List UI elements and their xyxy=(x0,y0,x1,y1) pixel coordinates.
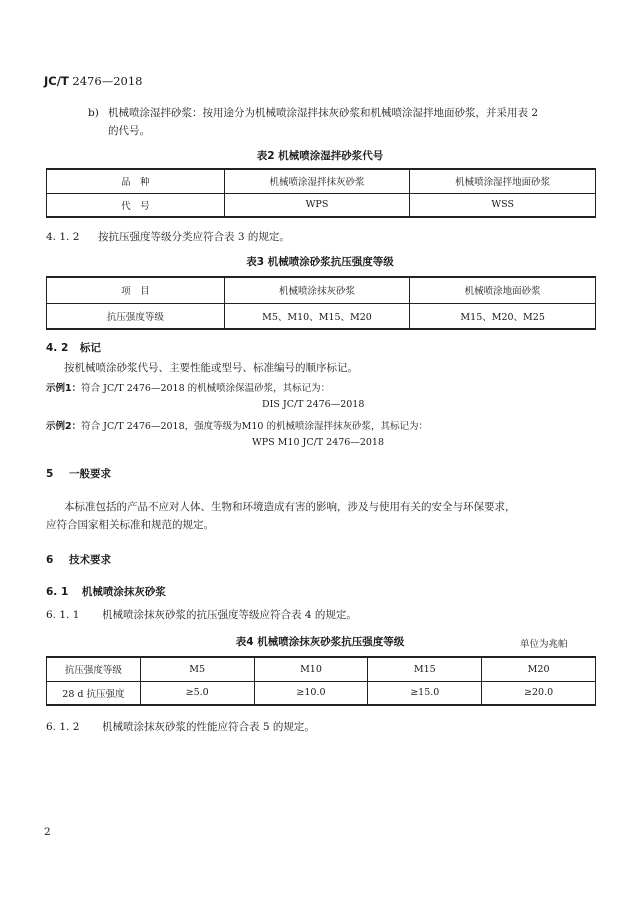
section-6-number: 6 xyxy=(46,554,54,566)
standard-prefix: JC/T xyxy=(44,74,69,88)
table-cell: M15 xyxy=(368,657,482,681)
clause-6-1-1-text: 机械喷涂抹灰砂浆的抗压强度等级应符合表 4 的规定。 xyxy=(102,609,357,621)
section-6-heading xyxy=(46,552,111,567)
table-cell: 抗压强度等级 xyxy=(47,303,225,329)
table-cell: 机械喷涂地面砂浆 xyxy=(410,277,596,303)
section-5-title: 一般要求 xyxy=(68,468,111,480)
table2-caption: 表2 机械喷涂湿拌砂浆代号 xyxy=(256,150,384,162)
table-row xyxy=(47,169,596,193)
table-cell: M10 xyxy=(254,657,368,681)
table-cell: M15、M20、M25 xyxy=(410,303,596,329)
table-row xyxy=(47,193,596,217)
section-6-1-number: 6. 1 xyxy=(46,586,69,598)
clause-6-1-2-text: 机械喷涂抹灰砂浆的性能应符合表 5 的规定。 xyxy=(102,721,315,733)
table-cell: M5 xyxy=(140,657,254,681)
table-cell: ≥5.0 xyxy=(140,681,254,705)
item-b-label: b) xyxy=(88,107,99,119)
table-row xyxy=(47,277,596,303)
section-5-heading xyxy=(46,466,111,481)
example-1-mark: DIS JC/T 2476—2018 xyxy=(262,399,365,410)
item-b-line2: 的代号。 xyxy=(108,125,150,137)
section-4-2-number: 4. 2 xyxy=(46,342,69,354)
example-1-label: 示例1： xyxy=(46,383,82,394)
item-b-line1: 机械喷涂湿拌砂浆：按用途分为机械喷涂湿拌抹灰砂浆和机械喷涂湿拌地面砂浆，并采用表 2 xyxy=(108,107,539,119)
table-cell: WSS xyxy=(410,193,596,217)
clause-4-1-2-number: 4. 1. 2 xyxy=(46,231,80,243)
table-cell: M20 xyxy=(482,657,596,681)
document-header xyxy=(44,74,142,88)
table3 xyxy=(46,276,596,330)
section-6-1-heading xyxy=(46,584,166,599)
section-5-line1: 本标准包括的产品不应对人体、生物和环境造成有害的影响，涉及与使用有关的安全与环保要求， xyxy=(64,501,516,513)
table-cell: 机械喷涂湿拌地面砂浆 xyxy=(410,169,596,193)
standard-number: 2476—2018 xyxy=(72,74,143,88)
example-1 xyxy=(46,380,330,394)
table-cell: 28 d 抗压强度 xyxy=(47,681,141,705)
table-row xyxy=(47,657,596,681)
example-1-text: 符合 JC/T 2476—2018 的机械喷涂保温砂浆，其标记为： xyxy=(81,383,331,394)
table-row xyxy=(47,681,596,705)
table-cell: ≥20.0 xyxy=(482,681,596,705)
section-4-2-heading xyxy=(46,340,101,355)
table4 xyxy=(46,656,596,706)
section-5-number: 5 xyxy=(46,468,54,480)
section-4-2-title: 标记 xyxy=(79,342,101,354)
marking-text: 按机械喷涂砂浆代号、主要性能或型号、标准编号的顺序标记。 xyxy=(64,362,358,374)
table-cell: 项 目 xyxy=(47,277,225,303)
table2 xyxy=(46,168,596,218)
table4-unit: 单位为兆帕 xyxy=(520,639,568,650)
page-number: 2 xyxy=(44,826,51,838)
clause-4-1-2-text: 按抗压强度等级分类应符合表 3 的规定。 xyxy=(98,231,290,243)
table-cell: 机械喷涂抹灰砂浆 xyxy=(224,277,410,303)
example-2-mark: WPS M10 JC/T 2476—2018 xyxy=(252,437,385,448)
table3-caption: 表3 机械喷涂砂浆抗压强度等级 xyxy=(246,256,394,268)
section-6-1-title: 机械喷涂抹灰砂浆 xyxy=(81,586,166,598)
example-2 xyxy=(46,418,428,432)
table-cell: WPS xyxy=(224,193,410,217)
table4-caption: 表4 机械喷涂抹灰砂浆抗压强度等级 xyxy=(235,636,405,648)
clause-6-1-2-number: 6. 1. 2 xyxy=(46,721,80,733)
table-cell: 代 号 xyxy=(47,193,225,217)
table-row xyxy=(47,303,596,329)
table-cell: 抗压强度等级 xyxy=(47,657,141,681)
table-cell: 品 种 xyxy=(47,169,225,193)
example-2-text: 符合 JC/T 2476—2018，强度等级为M10 的机械喷涂湿拌抹灰砂浆，其标记为： xyxy=(81,421,428,432)
clause-6-1-1-number: 6. 1. 1 xyxy=(46,609,80,621)
section-6-title: 技术要求 xyxy=(68,554,111,566)
table-cell: 机械喷涂湿拌抹灰砂浆 xyxy=(224,169,410,193)
table-cell: ≥10.0 xyxy=(254,681,368,705)
table-cell: M5、M10、M15、M20 xyxy=(224,303,410,329)
example-2-label: 示例2： xyxy=(46,421,82,432)
section-5-line2: 应符合国家相关标准和规范的规定。 xyxy=(46,519,214,531)
table-cell: ≥15.0 xyxy=(368,681,482,705)
